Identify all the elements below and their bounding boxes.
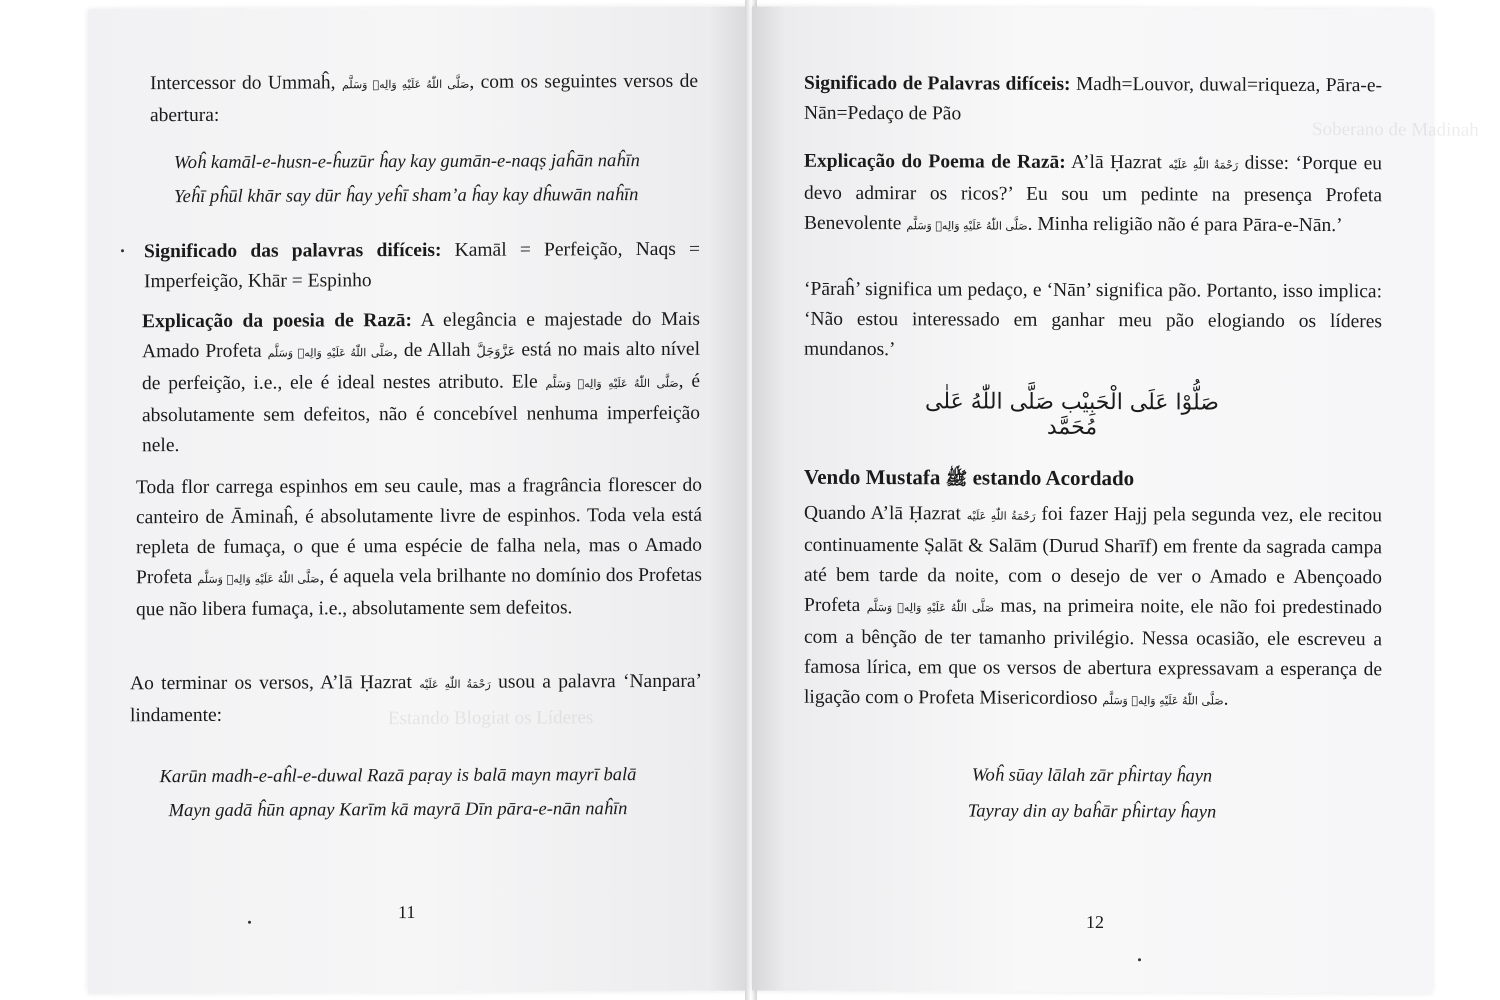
right-para-hajj <box>804 499 1382 718</box>
text: , de Allah <box>393 339 477 362</box>
right-verse-line2: Tayray din ay baĥār pĥirtay ĥayn <box>967 801 1217 823</box>
verse2-line1: Karūn madh-e-aĥl-e-duwal Razā paṛay is balā mayn mayrī balā <box>159 765 637 788</box>
text: A’lā Ḥazrat <box>1065 151 1169 174</box>
text: , é absolutamente sem defeitos, não é concebível nenhuma imperfeição nele. <box>142 370 700 457</box>
right-verse-line1: Woĥ sūay lālah zār pĥirtay ĥayn <box>971 765 1213 787</box>
left-para-intercessor <box>150 67 698 131</box>
left-para-explanation <box>142 305 700 461</box>
right-para-meaning <box>804 69 1382 132</box>
bleed-through-text: Soberano de Madinah <box>1312 118 1479 141</box>
text: está no mais alto nível de perfeição, i.e., ele é ideal nestes atributo. Ele <box>142 338 701 395</box>
text: , com os seguintes versos de abertura: <box>150 70 699 127</box>
verse2-line2: Mayn gadā ĥūn apnay Karīm kā mayrā Dīn pāra-e-nān naĥīn <box>168 799 628 822</box>
page-number: 11 <box>398 902 416 923</box>
text: Ao terminar os versos, A’lā Ḥazrat <box>130 671 420 695</box>
stray-dot <box>121 249 124 252</box>
meaning-label: Significado das palavras difíceis: <box>144 239 442 263</box>
left-page <box>88 7 748 994</box>
text: usou a palavra ‘Nanpara’ lindamente: <box>130 670 702 727</box>
salutation-arabic: صَلَّى اللّٰهُ عَلَيْهِ وَالِهٖ وَسَلَّم <box>906 219 1028 233</box>
bleed-through-text: Estando Blogiat os Líderes <box>388 707 594 730</box>
rahma-arabic: رَحْمَةُ اللّٰهِ عَلَيْه <box>419 677 491 691</box>
salutation-symbol: ﷺ <box>945 468 968 490</box>
azza-arabic: عَزَّوَجَلَّ <box>476 344 516 360</box>
salutation-arabic: صَلَّى اللّٰهُ عَلَيْهِ وَالِهٖ وَسَلَّم <box>197 572 320 586</box>
text: A elegância e majestade do Mais Amado Profeta <box>142 308 700 363</box>
right-para-parah: ‘Pāraĥ’ significa um pedaço, e ‘Nān’ significa pão. Portanto, isso implica: ‘Não estou interessado em ganhar meu pão elogiando os líderes mundanos.’ <box>804 278 1382 361</box>
heading-text: Vendo Mustafa <box>804 464 946 490</box>
rahma-arabic: رَحْمَةُ اللّٰهِ عَلَيْه <box>966 509 1036 523</box>
meaning-text: Madh=Louvor, duwal=riqueza, Pāra-e-Nān=Pedaço de Pão <box>804 73 1382 125</box>
meaning-text: Kamāl = Perfeição, Naqs = Imperfeição, Khār = Espinho <box>144 238 700 293</box>
page-number: 12 <box>1086 911 1104 933</box>
salutation-arabic: صَلَّى اللّٰهُ عَلَيْهِ وَالِهٖ وَسَلَّم <box>341 77 470 92</box>
text: foi fazer Hajj pela segunda vez, ele recitou continuamente Ṣalāt & Salām (Durud Sharīf) em frente da sagrada campa até bem tarde da noite, com o desejo de ver o Amado e Abençoado Profeta <box>804 503 1383 617</box>
left-para-meaning <box>144 235 700 297</box>
right-page <box>752 7 1479 994</box>
explanation-label: Explicação da poesia de Razā: <box>142 310 413 333</box>
salutation-arabic: صَلَّى اللّٰهُ عَلَيْهِ وَالِهٖ وَسَلَّم <box>866 601 995 615</box>
text: Toda flor carrega espinhos em seu caule, mas a fragrância florescer do canteiro de Āminaĥ, é absolutamente livre de espinhos. Toda vela está repleta de fumaça, o que é uma espécie de falha nela, mas o Amado Profeta <box>136 474 702 589</box>
right-para-explanation <box>804 147 1382 244</box>
meaning-label: Significado de Palavras difíceis: <box>804 72 1071 95</box>
stray-dot <box>1138 958 1141 961</box>
salutation-arabic: صَلَّى اللّٰهُ عَلَيْهِ وَالِهٖ وَسَلَّم <box>545 376 679 391</box>
left-para-flower <box>136 471 702 625</box>
text: . <box>1223 688 1229 710</box>
text: Quando A’lā Ḥazrat <box>804 502 967 525</box>
section-heading <box>804 465 1134 494</box>
text: . Minha religião não é para Pāra-e-Nān.’ <box>1027 213 1343 237</box>
text: disse: ‘Porque eu devo admirar os ricos?’ Eu sou um pedinte na presença Profeta Benevolente <box>804 152 1382 235</box>
verse1-line2: Yeĥī pĥūl khār say dūr ĥay yeĥī sham’a ĥay kay dĥuwān naĥīn <box>174 185 639 208</box>
text: mas, na primeira noite, ele não foi predestinado com a bênção de ter tamanho privilégio. Nessa ocasião, ele escreveu a famosa lírica, em que os versos de abertura expressavam a esperança de ligação com o Profeta Misericordioso <box>804 595 1382 710</box>
explanation-label: Explicação do Poema de Razā: <box>804 150 1066 173</box>
heading-text: estando Acordado <box>967 465 1135 491</box>
salutation-arabic: صَلَّى اللّٰهُ عَلَيْهِ وَالِهٖ وَسَلَّم <box>1102 694 1224 708</box>
stray-dot <box>248 921 251 924</box>
salutation-arabic: صَلَّى اللّٰهُ عَلَيْهِ وَالِهٖ وَسَلَّم <box>267 346 394 360</box>
text: Intercessor do Ummaĥ, <box>150 72 342 95</box>
durood-arabic: صَلُّوْا عَلَى الْحَبِيْب صَلَّى اللّٰهُ عَلٰى مُحَمَّد <box>925 389 1219 441</box>
rahma-arabic: رَحْمَةُ اللّٰهِ عَلَيْه <box>1168 158 1239 172</box>
verse1-line1: Woĥ kamāl-e-husn-e-ĥuzūr ĥay kay gumān-e-naqṣ jaĥān naĥīn <box>174 151 640 174</box>
text: , é aquela vela brilhante no domínio dos Profetas que não libera fumaça, i.e., absolutamente sem defeitos. <box>136 564 702 621</box>
